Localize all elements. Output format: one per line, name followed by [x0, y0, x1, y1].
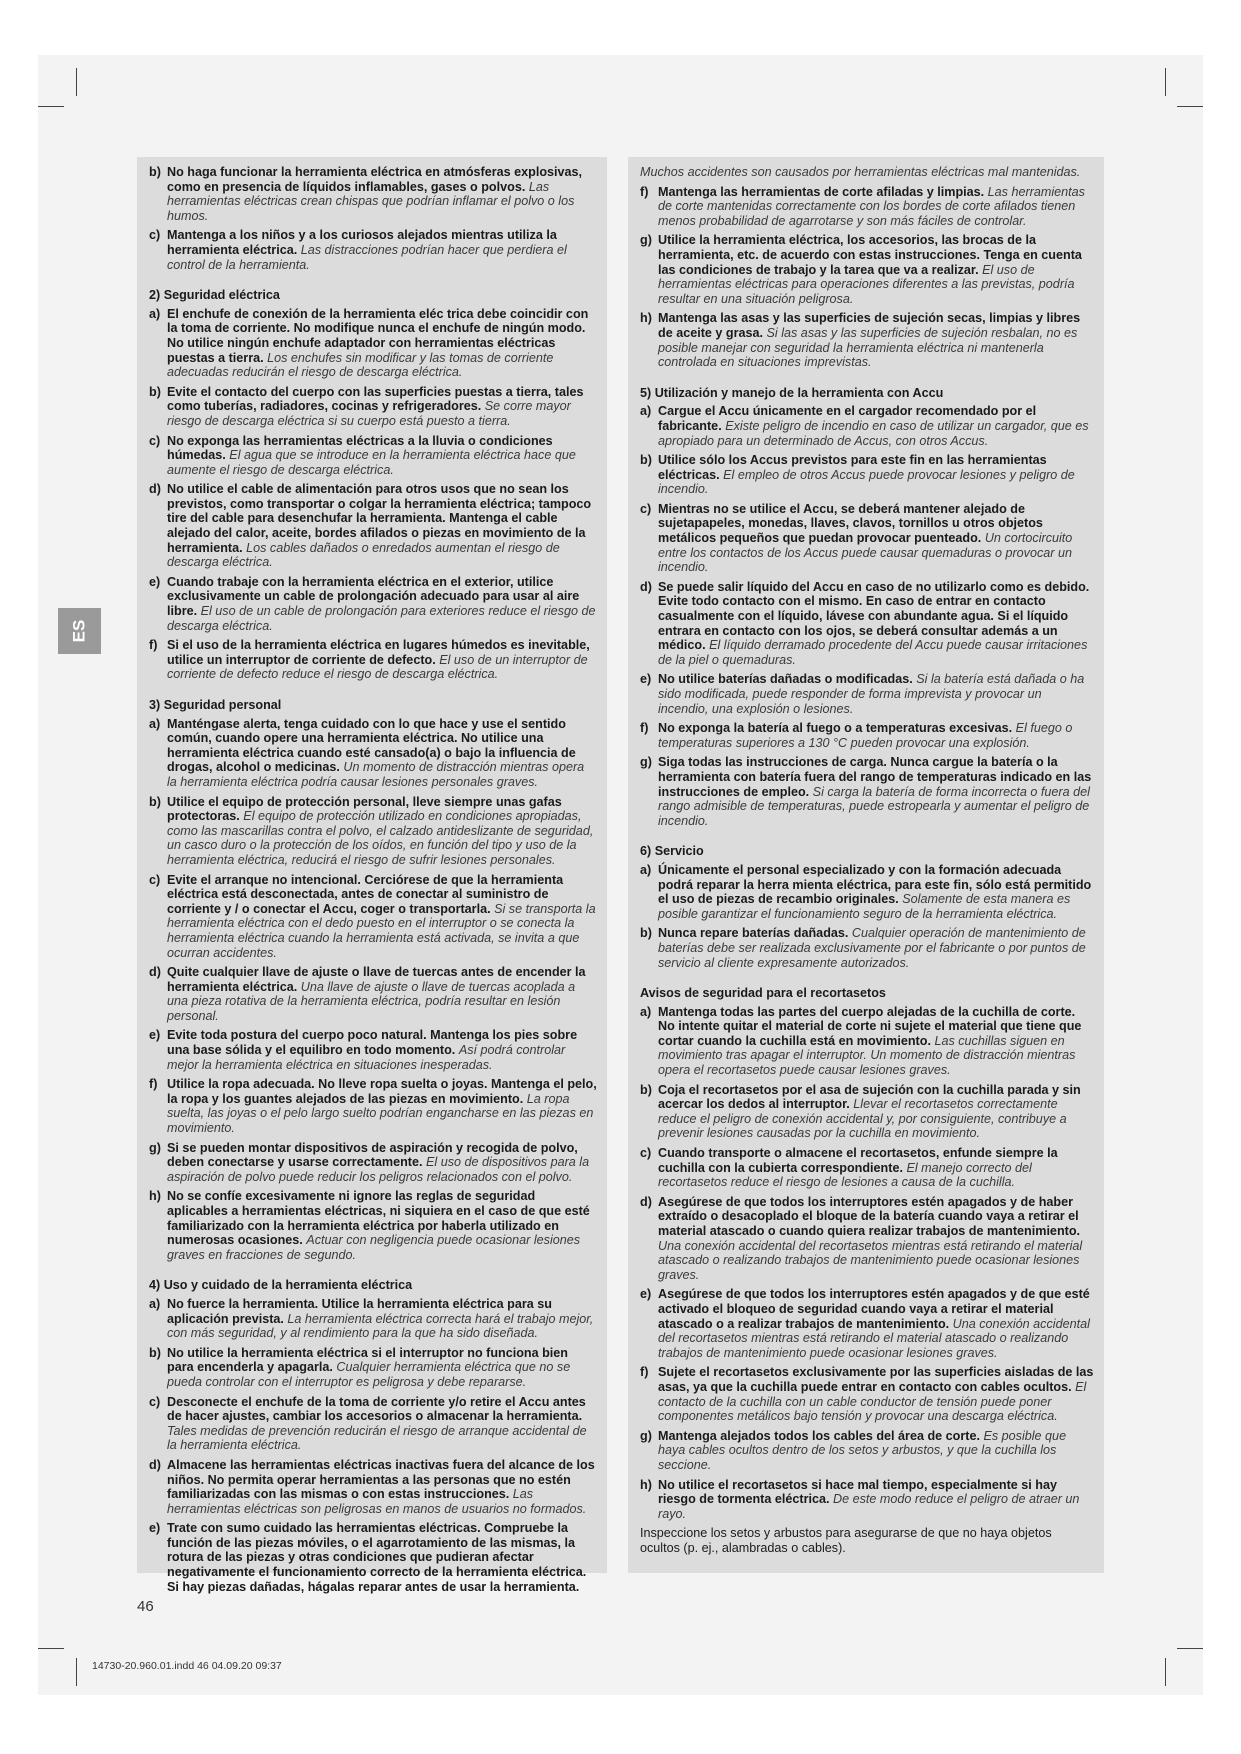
- list-item: [640, 1005, 1094, 1078]
- item-explanation: El fuego o temperaturas superiores a 130 °C pueden provocar una explosión.: [658, 721, 1073, 750]
- crop-mark: [76, 1658, 77, 1686]
- right-column: [628, 157, 1104, 1573]
- paragraph: [640, 1526, 1094, 1555]
- item-explanation: Así podrá controlar mejor la herramienta eléctrica en situaciones inesperadas.: [167, 1043, 566, 1072]
- list-item: [149, 1189, 597, 1262]
- item-explanation: La ropa suelta, las joyas o el pelo largo suelto podrían engancharse en las piezas en movimiento.: [167, 1091, 594, 1136]
- item-letter: c): [640, 501, 652, 516]
- item-explanation: El líquido derramado procedente del Accu puede causar irritaciones de la piel o quemaduras.: [658, 638, 1088, 667]
- item-instruction: Mientras no se utilice el Accu, se deberá mantener alejado de sujetapapeles, monedas, llaves, clavos, tornillos u otros objetos metálicos pequeños que puedan provocar puenteado.: [658, 501, 1043, 546]
- paragraph-italic: Muchos accidentes son causados por herramientas eléctricas mal mantenidas.: [640, 165, 1081, 179]
- list-item: [149, 228, 597, 272]
- item-instruction: Quite cualquier llave de ajuste o llave de tuercas antes de encender la herramienta eléctrica.: [167, 965, 586, 994]
- item-explanation: Si carga la batería de forma incorrecta o fuera del rango admisible de temperaturas, puede estropearla y aumentar el peligro de incendio.: [658, 784, 1090, 828]
- list-item: [149, 638, 597, 682]
- item-letter: c): [149, 1394, 161, 1409]
- item-instruction: Evite toda postura del cuerpo poco natural. Mantenga los pies sobre una base sólida y el equilibro en todo momento.: [167, 1028, 578, 1058]
- item-letter: a): [149, 306, 161, 321]
- list-item: [640, 404, 1094, 448]
- item-explanation: El uso de herramientas eléctricas para operaciones diferentes a las previstas, podría resultar en una situación peligrosa.: [658, 262, 1075, 306]
- list-item: [640, 502, 1094, 575]
- item-letter: f): [149, 638, 158, 653]
- item-explanation: De este modo reduce el peligro de atraer un rayo.: [658, 1492, 1080, 1521]
- item-explanation: Las herramientas de corte mantenidas correctamente con los bordes de corte afilados tienen menos probabilidad de agarrotarse y son más fáciles de controlar.: [658, 184, 1085, 228]
- list-item: [640, 453, 1094, 497]
- crop-mark: [1177, 106, 1203, 107]
- item-explanation: Cualquier herramienta eléctrica que no se pueda controlar con el interruptor es peligrosa y debe repararse.: [167, 1360, 571, 1389]
- list-item: [640, 721, 1094, 750]
- item-instruction: Asegúrese de que todos los interruptores estén apagados y de que esté activado el bloqueo de seguridad cuando vaya a retirar el material atascado o a realizar trabajos de mantenimiento.: [658, 1287, 1090, 1331]
- item-letter: c): [149, 433, 161, 448]
- list-item: [149, 1395, 597, 1453]
- item-letter: a): [640, 862, 652, 877]
- list-item: [640, 1478, 1094, 1522]
- item-instruction: No fuerce la herramienta. Utilice la herramienta eléctrica para su aplicación prevista.: [167, 1296, 552, 1326]
- item-letter: h): [149, 1189, 161, 1204]
- list-item: [640, 233, 1094, 306]
- item-explanation: Un momento de distracción mientras opera la herramienta eléctrica podría causar lesiones personales graves.: [167, 760, 585, 789]
- item-letter: d): [640, 579, 652, 594]
- item-explanation: Si las asas y las superficies de sujeción resbalan, no es posible manejar con seguridad la herramienta eléctrica ni mantenerla controlada en situaciones imprevistas.: [658, 325, 1078, 370]
- crop-mark: [1177, 1648, 1203, 1649]
- item-letter: b): [149, 794, 161, 809]
- item-letter: d): [149, 965, 161, 980]
- item-letter: b): [149, 165, 161, 179]
- item-explanation: Los enchufes sin modificar y las tomas de corriente adecuadas reducirán el riesgo de descarga eléctrica.: [167, 350, 554, 380]
- item-instruction: Coja el recortasetos por el asa de sujeción con la cuchilla parada y sin acercar los dedos al interruptor.: [658, 1082, 1081, 1112]
- list-item: [149, 1028, 597, 1072]
- list-item: [149, 1141, 597, 1185]
- item-letter: e): [640, 1287, 652, 1302]
- list-item: [640, 755, 1094, 828]
- item-explanation: Las herramientas eléctricas crean chispas que podrían inflamar el polvo o los humos.: [167, 179, 575, 223]
- item-instruction: Asegúrese de que todos los interruptores estén apagados y de haber extraído o desacoplado el bloque de la batería cuando vaya a retirar el material atascado o cuando quiera realizar trabajos de mantenimiento.: [658, 1194, 1081, 1238]
- item-instruction: No haga funcionar la herramienta eléctrica en atmósferas explosivas, como en presencia de líquidos inflamables, gases o polvos.: [167, 165, 583, 194]
- item-letter: g): [149, 1140, 161, 1155]
- language-tab: [58, 608, 101, 654]
- item-explanation: Una conexión accidental del recortasetos mientras está retirando el material atascado o realizando trabajos de mantenimiento puede ocasionar lesiones graves.: [658, 1316, 1090, 1360]
- list-item: [149, 1077, 597, 1135]
- list-item: [149, 1458, 597, 1516]
- item-instruction: Siga todas las instrucciones de carga. Nunca cargue la batería o la herramienta con batería fuera del rango de temperaturas indicado en las instrucciones de empleo.: [658, 755, 1092, 799]
- item-explanation: El uso de dispositivos para la aspiración de polvo puede reducir los peligros relacionados con el polvo.: [167, 1155, 590, 1184]
- item-instruction: Cargue el Accu únicamente en el cargador recomendado por el fabricante.: [658, 404, 1037, 433]
- item-instruction: Mantenga las asas y las superficies de sujeción secas, limpias y libres de aceite y grasa.: [658, 311, 1081, 340]
- item-explanation: Una conexión accidental del recortasetos mientras está retirando el material atascado o realizando trabajos de mantenimiento puede ocasionar lesiones graves.: [658, 1238, 1083, 1282]
- list-item: [640, 1365, 1094, 1423]
- item-letter: g): [640, 755, 652, 770]
- item-explanation: Solamente de esta manera es posible garantizar el funcionamiento seguro de la herramienta eléctrica.: [658, 892, 1071, 921]
- item-letter: f): [640, 721, 649, 736]
- item-letter: e): [640, 672, 652, 687]
- list-item: [640, 1429, 1094, 1473]
- item-letter: f): [640, 1365, 649, 1380]
- item-instruction: Cuando trabaje con la herramienta eléctrica en el exterior, utilice exclusivamente un cable de prolongación adecuado para usar al aire libre.: [167, 574, 580, 619]
- item-explanation: El empleo de otros Accus puede provocar lesiones y peligro de incendio.: [658, 467, 1075, 497]
- item-instruction: Evite el contacto del cuerpo con las superficies puestas a tierra, tales como tuberías, radiadores, cocinas y refrigeradores.: [167, 384, 584, 414]
- list-item: [149, 1521, 597, 1594]
- list-item: [149, 307, 597, 380]
- item-instruction: Mantenga alejados todos los cables del área de corte.: [658, 1428, 980, 1443]
- item-explanation: El contacto de la cuchilla con un cable conductor de tensión puede poner componentes metálicos bajo tensión y provocar una descarga eléctrica.: [658, 1379, 1087, 1424]
- paragraph-text: Inspeccione los setos y arbustos para asegurarse de que no haya objetos ocultos (p. ej., alambradas o cables).: [640, 1526, 1052, 1555]
- item-explanation: Las herramientas eléctricas son peligrosas en manos de usuarios no formados.: [167, 1487, 587, 1516]
- item-explanation: Las distracciones podrían hacer que perdiera el control de la herramienta.: [167, 242, 567, 272]
- item-letter: b): [640, 926, 652, 941]
- item-explanation: Un cortocircuito entre los contactos de los Accus puede causar quemaduras o provocar un incendio.: [658, 531, 1073, 575]
- list-item: [149, 965, 597, 1023]
- item-letter: a): [640, 404, 652, 419]
- list-item: [640, 1083, 1094, 1141]
- item-letter: d): [149, 1457, 161, 1472]
- section-heading: 5) Utilización y manejo de la herramienta con Accu: [640, 385, 944, 400]
- item-instruction: Utilice el equipo de protección personal, lleve siempre unas gafas protectoras.: [167, 794, 562, 824]
- list-item: [149, 385, 597, 429]
- item-letter: b): [640, 1082, 652, 1097]
- item-letter: g): [640, 1428, 652, 1443]
- item-instruction: Trate con sumo cuidado las herramientas eléctricas. Compruebe la función de las piezas móviles, o el agarrotamiento de las mismas, la rotura de las piezas y otras condiciones que pudieran afectar negativamente el funcionamiento correcto de la herramienta eléctrica. Si hay piezas dañadas, hágalas reparar antes de usar la herramienta.: [167, 1521, 587, 1594]
- page-number: 46: [137, 1598, 154, 1615]
- item-instruction: No exponga las herramientas eléctricas a la lluvia o condiciones húmedas.: [167, 433, 553, 463]
- item-letter: c): [149, 872, 161, 887]
- item-instruction: Mantenga las herramientas de corte afiladas y limpias.: [658, 184, 985, 199]
- item-explanation: Cualquier operación de mantenimiento de baterías debe ser realizada exclusivamente por el fabricante o por puntos de servicio al cliente expresamente autorizados.: [658, 926, 1086, 970]
- item-instruction: El enchufe de conexión de la herramienta eléc trica debe coincidir con la toma de corriente. No modifique nunca el enchufe de ningún modo. No utilice ningún enchufe adaptador con herramientas eléctricas puestas a tierra.: [167, 306, 589, 365]
- item-letter: f): [149, 1077, 158, 1092]
- list-item: [149, 795, 597, 868]
- item-explanation: Llevar el recortasetos correctamente reduce el peligro de conexión accidental y, por consiguiente, contribuye a prevenir lesiones causadas por la cuchilla en movimiento.: [658, 1097, 1067, 1141]
- item-instruction: Manténgase alerta, tenga cuidado con lo que hace y use el sentido común, cuando opere una herramienta eléctrica. No utilice una herramienta eléctrica cuando esté cansado(a) o bajo la influencia de drogas, alcohol o medicinas.: [167, 716, 576, 775]
- list-item: [640, 1146, 1094, 1190]
- item-letter: h): [640, 311, 652, 326]
- item-instruction: Evite el arranque no intencional. Cerciórese de que la herramienta eléctrica está desconectada, antes de conectar al suministro de corriente y / o conectar el Accu, coger o transportarla.: [167, 872, 564, 916]
- item-explanation: Si se transporta la herramienta eléctrica con el dedo puesto en el interruptor o se conecta la herramienta eléctrica cuando la herramienta está activada, se invita a que ocurran accidentes.: [167, 901, 596, 960]
- item-instruction: No utilice la herramienta eléctrica si el interruptor no funciona bien para encenderla y apagarla.: [167, 1345, 568, 1375]
- list-item: [640, 863, 1094, 921]
- left-column: [137, 157, 607, 1594]
- item-instruction: Sujete el recortasetos exclusivamente por las superficies aisladas de las asas, ya que la cuchilla puede entrar en contacto con cables ocultos.: [658, 1365, 1094, 1394]
- item-explanation: El equipo de protección utilizado en condiciones apropiadas, como las mascarillas contra el polvo, el calzado antideslizante de seguridad, un casco duro o la protección de los oídos, en función del tipo y uso de la herramienta eléctrica, reducirá el riesgo de sufrir lesiones personales.: [167, 809, 594, 867]
- item-letter: c): [640, 1146, 652, 1161]
- item-explanation: Es posible que haya cables ocultos dentro de los setos y arbustos, y que la cuchilla los seccione.: [658, 1428, 1067, 1472]
- item-instruction: Utilice sólo los Accus previstos para este fin en las herramientas eléctricas.: [658, 453, 1047, 482]
- list-item: [640, 926, 1094, 970]
- print-footer: 14730-20.960.01.indd 46 04.09.20 09:37: [92, 1660, 282, 1672]
- list-item: [149, 717, 597, 790]
- list-item: [640, 1195, 1094, 1283]
- section-heading: 2) Seguridad eléctrica: [149, 288, 280, 303]
- item-letter: b): [149, 384, 161, 399]
- list-item: [149, 165, 597, 223]
- section-heading: 4) Uso y cuidado de la herramienta eléctrica: [149, 1278, 413, 1293]
- item-explanation: Existe peligro de incendio en caso de utilizar un cargador, que es apropiado para un determinado de Accus, con otros Accus.: [658, 418, 1089, 448]
- item-explanation: Tales medidas de prevención reducirán el riesgo de arranque accidental de la herramienta eléctrica.: [167, 1423, 587, 1453]
- list-item: [149, 1346, 597, 1390]
- item-letter: a): [640, 1004, 652, 1019]
- item-instruction: No utilice el recortasetos si hace mal tiempo, especialmente si hay riesgo de tormenta eléctrica.: [658, 1477, 1057, 1507]
- item-instruction: Almacene las herramientas eléctricas inactivas fuera del alcance de los niños. No permita operar herramientas a las personas que no estén familiarizadas con las mismas o con estas instrucciones.: [167, 1457, 595, 1502]
- item-explanation: El agua que se introduce en la herramienta eléctrica hace que aumente el riesgo de descarga eléctrica.: [167, 448, 576, 477]
- item-letter: g): [640, 233, 652, 248]
- list-item: [640, 1287, 1094, 1360]
- item-explanation: Se corre mayor riesgo de descarga eléctrica si su cuerpo está puesto a tierra.: [167, 399, 571, 428]
- crop-mark: [1165, 1658, 1166, 1686]
- item-letter: e): [149, 1521, 161, 1536]
- item-explanation: Una llave de ajuste o llave de tuercas acoplada a una pieza rotativa de la herramienta eléctrica, podría resultar en lesión personal.: [167, 979, 576, 1023]
- item-letter: d): [640, 1194, 652, 1209]
- item-instruction: No exponga la batería al fuego o a temperaturas excesivas.: [658, 721, 1013, 736]
- list-item: [149, 1297, 597, 1341]
- item-explanation: Los cables dañados o enredados aumentan el riesgo de descarga eléctrica.: [167, 540, 560, 570]
- paragraph: [640, 165, 1094, 180]
- item-instruction: Utilice la herramienta eléctrica, los accesorios, las brocas de la herramienta, etc. de acuerdo con estas instrucciones. Tenga en cuenta las condiciones de trabajo y la tarea que va a realizar.: [658, 233, 1082, 277]
- language-tab-label: ES: [69, 619, 89, 643]
- crop-mark: [38, 1648, 64, 1649]
- item-instruction: Si el uso de la herramienta eléctrica en lugares húmedos es inevitable, utilice un interruptor de corriente de defecto.: [167, 638, 590, 667]
- item-letter: c): [149, 228, 161, 243]
- item-instruction: No utilice el cable de alimentación para otros usos que no sean los previstos, como transportar o colgar la herramienta eléctrica; tampoco tire del cable para desenchufar la herramienta. Mantenga el cable alejado del calor, aceite, bordes afilados o piezas en movimiento de la herramienta.: [167, 482, 592, 555]
- section-heading: Avisos de seguridad para el recortasetos: [640, 986, 886, 1001]
- item-explanation: El uso de un cable de prolongación para exteriores reduce el riesgo de descarga eléctrica.: [167, 604, 596, 633]
- item-letter: a): [149, 716, 161, 731]
- list-item: [149, 873, 597, 961]
- item-explanation: La herramienta eléctrica correcta hará el trabajo mejor, con más seguridad, y al rendimiento para la que ha sido diseñada.: [167, 1311, 594, 1341]
- item-letter: f): [640, 184, 649, 199]
- list-item: [149, 575, 597, 633]
- item-letter: e): [149, 1028, 161, 1043]
- item-instruction: Mantenga todas las partes del cuerpo alejadas de la cuchilla de corte. No intente quitar el material de corte ni sujete el material que tiene que cortar cuando la cuchilla está en movimiento.: [658, 1004, 1082, 1048]
- item-instruction: Utilice la ropa adecuada. No lleve ropa suelta o joyas. Mantenga el pelo, la ropa y los guantes alejados de las piezas en movimiento.: [167, 1077, 597, 1106]
- crop-mark: [1165, 68, 1166, 96]
- list-item: [640, 185, 1094, 229]
- list-item: [640, 580, 1094, 668]
- item-instruction: Cuando transporte o almacene el recortasetos, enfunde siempre la cuchilla con la cubierta correspondiente.: [658, 1146, 1058, 1175]
- item-letter: e): [149, 574, 161, 589]
- item-instruction: Únicamente el personal especializado y con la formación adecuada podrá reparar la herra mienta eléctrica, para este fin, sólo está permitido el uso de piezas de recambio originales.: [658, 862, 1092, 907]
- item-explanation: El manejo correcto del recortasetos reduce el riesgo de lesiones a causa de la cuchilla.: [658, 1160, 1032, 1190]
- list-item: [640, 311, 1094, 369]
- crop-mark: [76, 68, 77, 96]
- item-explanation: Si la batería está dañada o ha sido modificada, puede responder de forma imprevista y provocar un incendio, una explosión o lesiones.: [658, 672, 1085, 716]
- item-letter: h): [640, 1477, 652, 1492]
- item-instruction: Desconecte el enchufe de la toma de corriente y/o retire el Accu antes de hacer ajustes, cambiar los accesorios o almacenar la herramienta.: [167, 1394, 586, 1424]
- list-item: [149, 482, 597, 570]
- item-instruction: Si se pueden montar dispositivos de aspiración y recogida de polvo, deben conectarse y usarse correctamente.: [167, 1140, 578, 1170]
- item-instruction: Se puede salir líquido del Accu en caso de no utilizarlo como es debido. Evite todo contacto con el mismo. En caso de entrar en contacto casualmente con el líquido, lávese con abundante agua. Si el líquido entrara en contacto con los ojos, se deberá consultar además a un médico.: [658, 579, 1090, 653]
- item-explanation: Las cuchillas siguen en movimiento tras apagar el interruptor. Un momento de distracción mientras opera el recortasetos puede causar lesiones graves.: [658, 1033, 1076, 1078]
- item-letter: b): [149, 1345, 161, 1360]
- item-instruction: No se confíe excesivamente ni ignore las reglas de seguridad aplicables a herramientas eléctricas, ni siquiera en el caso de que esté familiarizado con la herramienta eléctrica por haberla utilizado en numerosas ocasiones.: [167, 1189, 590, 1248]
- section-heading: 6) Servicio: [640, 844, 704, 859]
- item-explanation: El uso de un interruptor de corriente de defecto reduce el riesgo de descarga eléctrica.: [167, 652, 588, 682]
- item-explanation: Actuar con negligencia puede ocasionar lesiones graves en fracciones de segundo.: [167, 1233, 581, 1262]
- list-item: [149, 434, 597, 478]
- item-letter: b): [640, 453, 652, 468]
- item-instruction: Mantenga a los niños y a los curiosos alejados mientras utiliza la herramienta eléctrica.: [167, 228, 557, 257]
- item-letter: d): [149, 482, 161, 497]
- item-instruction: Nunca repare baterías dañadas.: [658, 926, 849, 941]
- list-item: [640, 672, 1094, 716]
- section-heading: 3) Seguridad personal: [149, 698, 282, 712]
- item-instruction: No utilice baterías dañadas o modificadas.: [658, 672, 913, 687]
- crop-mark: [38, 106, 64, 107]
- item-letter: a): [149, 1296, 161, 1311]
